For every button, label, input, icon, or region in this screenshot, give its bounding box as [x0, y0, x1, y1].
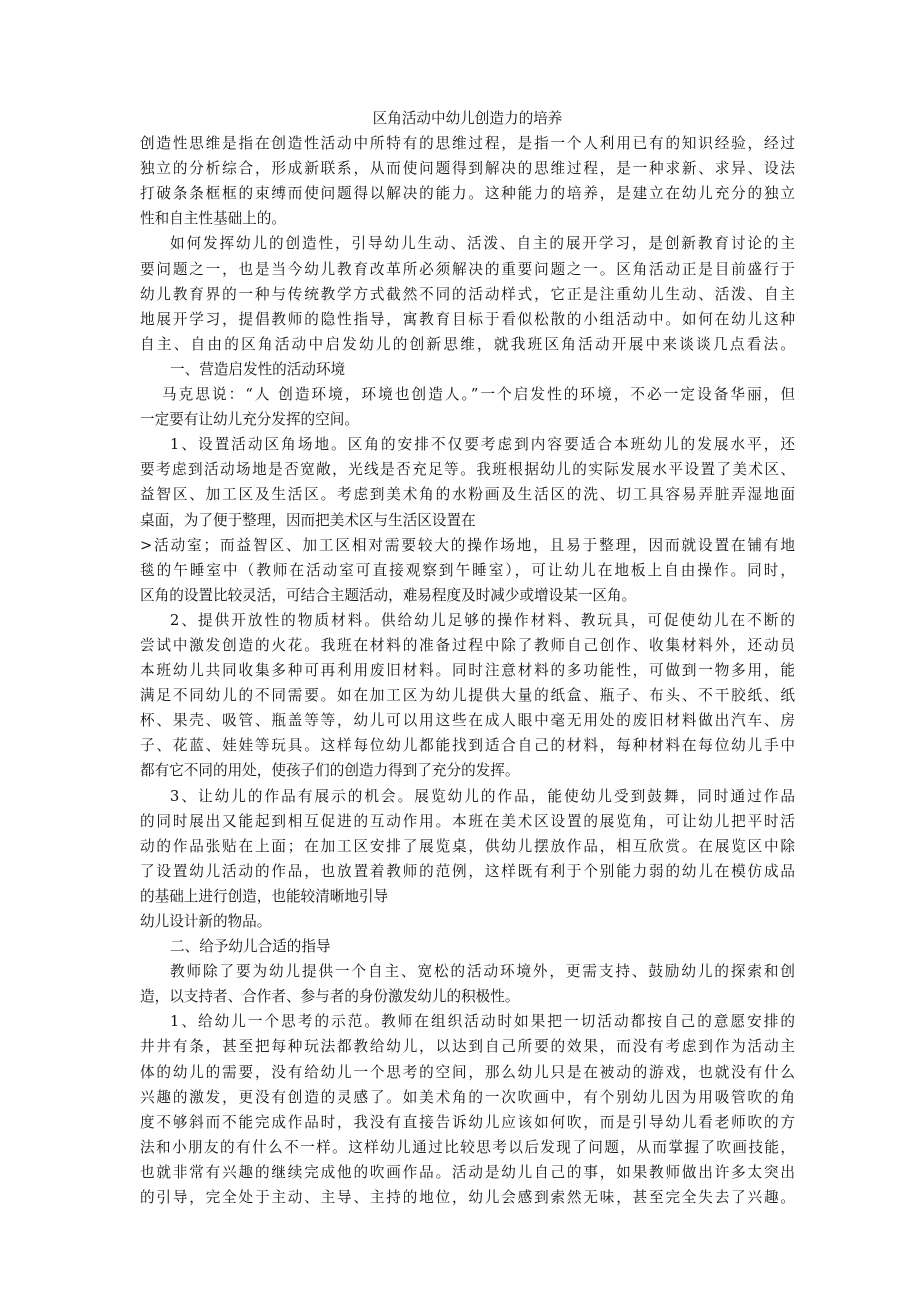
text-line: 独立的分析综合，形成新联系，从而使问题得到解决的思维过程，是一种求新、求异、设法 [140, 160, 795, 178]
document-body [140, 106, 795, 1210]
text-line: 体的幼儿的需要，没有给幼儿一个思考的空间，那么幼儿只是在被动的游戏，也就没有什么 [140, 1063, 795, 1081]
section-heading: 二、给予幼儿合适的指导 [170, 938, 331, 956]
text-line: 一定要有让幼儿充分发挥的空间。 [140, 411, 359, 429]
text-line: 也就非常有兴趣的继续完成他的吹画作品。活动是幼儿自己的事，如果教师做出许多太突出 [140, 1163, 795, 1181]
text-line: 自主、自由的区角活动中启发幼儿的创新思维，就我班区角活动开展中来谈谈几点看法。 [140, 335, 795, 353]
text-line: 如何发挥幼儿的创造性，引导幼儿生动、活泼、自主的展开学习，是创新教育讨论的主 [170, 235, 795, 253]
text-line: 地展开学习，提倡教师的隐性指导，寓教育目标于看似松散的小组活动中。如何在幼儿这种 [140, 310, 795, 328]
text-line: 本班幼儿共同收集多种可再利用废旧材料。同时注意材料的多功能性，可做到一物多用，能 [140, 662, 795, 680]
text-line: 马克思说：“人 创造环境，环境也创造人。”一个启发性的环境，不必一定设备华丽，但 [162, 386, 795, 404]
text-line: 要考虑到活动场地是否宽敞，光线是否充足等。我班根据幼儿的实际发展水平设置了美术区、 [140, 461, 795, 479]
text-line: 都有它不同的用处，使孩子们的创造力得到了充分的发挥。 [140, 762, 520, 780]
text-line: 了设置幼儿活动的作品，也放置着教师的范例，这样既有利于个别能力弱的幼儿在模仿成品 [140, 862, 795, 880]
text-line: 教师除了要为幼儿提供一个自主、宽松的活动环境外，更需支持、鼓励幼儿的探索和创 [170, 963, 795, 981]
text-line: 度不够斜而不能完成作品时，我没有直接告诉幼儿应该如何吹，而是引导幼儿看老师吹的方 [140, 1113, 795, 1131]
text-line: 造，以支持者、合作者、参与者的身份激发幼儿的积极性。 [140, 988, 520, 1006]
section-heading: 一、营造启发性的活动环境 [170, 360, 346, 378]
text-line: 1、给幼儿一个思考的示范。教师在组织活动时如果把一切活动都按自己的意愿安排的 [170, 1013, 795, 1031]
text-line: 满足不同幼儿的不同需要。如在加工区为幼儿提供大量的纸盒、瓶子、布头、不干胶纸、纸 [140, 687, 795, 705]
text-line: 1、设置活动区角场地。区角的安排不仅要考虑到内容要适合本班幼儿的发展水平，还 [170, 436, 795, 454]
text-line: 动的作品张贴在上面；在加工区安排了展览桌，供幼儿摆放作品，相互欣赏。在展览区中除 [140, 837, 795, 855]
text-line: 区角的设置比较灵活，可结合主题活动，难易程度及时减少或增设某一区角。 [140, 586, 637, 604]
text-line: 的同时展出又能起到相互促进的互动作用。本班在美术区设置的展览角，可让幼儿把平时活 [140, 812, 795, 830]
text-line: 兴趣的激发，更没有创造的灵感了。如美术角的一次吹画中，有个别幼儿因为用吸管吹的角 [140, 1088, 795, 1106]
text-line: 创造性思维是指在创造性活动中所特有的思维过程，是指一个人利用已有的知识经验，经过 [140, 135, 795, 153]
text-line: 桌面，为了便于整理，因而把美术区与生活区设置在 [140, 511, 476, 529]
document-title: 区角活动中幼儿创造力的培养 [372, 110, 563, 127]
text-line: 性和自主性基础上的。 [140, 210, 286, 228]
text-line: 的引导，完全处于主动、主导、主持的地位，幼儿会感到索然无味，甚至完全失去了兴趣。 [140, 1189, 795, 1207]
text-line: 要问题之一，也是当今幼儿教育改革所必须解决的重要问题之一。区角活动正是目前盛行于 [140, 260, 795, 278]
text-line: 尝试中激发创造的火花。我班在材料的准备过程中除了教师自己创作、收集材料外，还动员 [140, 636, 795, 654]
text-line: 井井有条，甚至把每种玩法都教给幼儿，以达到自己所要的效果，而没有考虑到作为活动主 [140, 1038, 795, 1056]
text-line: 子、花蓝、娃娃等玩具。这样每位幼儿都能找到适合自己的材料，每种材料在每位幼儿手中 [140, 737, 795, 755]
text-line: 幼儿教育界的一种与传统教学方式截然不同的活动样式，它正是注重幼儿生动、活泼、自主 [140, 285, 795, 303]
text-line: 毯的午睡室中（教师在活动室可直接观察到午睡室），可让幼儿在地板上自由操作。同时， [140, 561, 795, 579]
text-line: >活动室；而益智区、加工区相对需要较大的操作场地，且易于整理，因而就设置在铺有地 [140, 536, 795, 554]
text-line: 的基础上进行创造，也能较清晰地引导 [140, 887, 389, 905]
text-line: 打破条条框框的束缚而使问题得以解决的能力。这种能力的培养，是建立在幼儿充分的独立 [140, 185, 795, 203]
text-line: 3、让幼儿的作品有展示的机会。展览幼儿的作品，能使幼儿受到鼓舞，同时通过作品 [170, 787, 795, 805]
text-line: 2、提供开放性的物质材料。供给幼儿足够的操作材料、教玩具，可促使幼儿在不断的 [170, 611, 795, 629]
text-line: 法和小朋友的有什么不一样。这样幼儿通过比较思考以后发现了问题，从而掌握了吹画技能， [140, 1138, 795, 1156]
text-line: 杯、果壳、吸管、瓶盖等等，幼儿可以用这些在成人眼中毫无用处的废旧材料做出汽车、房 [140, 712, 795, 730]
text-line: 益智区、加工区及生活区。考虑到美术角的水粉画及生活区的洗、切工具容易弄脏弄湿地面 [140, 486, 795, 504]
text-line: 幼儿设计新的物品。 [140, 913, 272, 930]
